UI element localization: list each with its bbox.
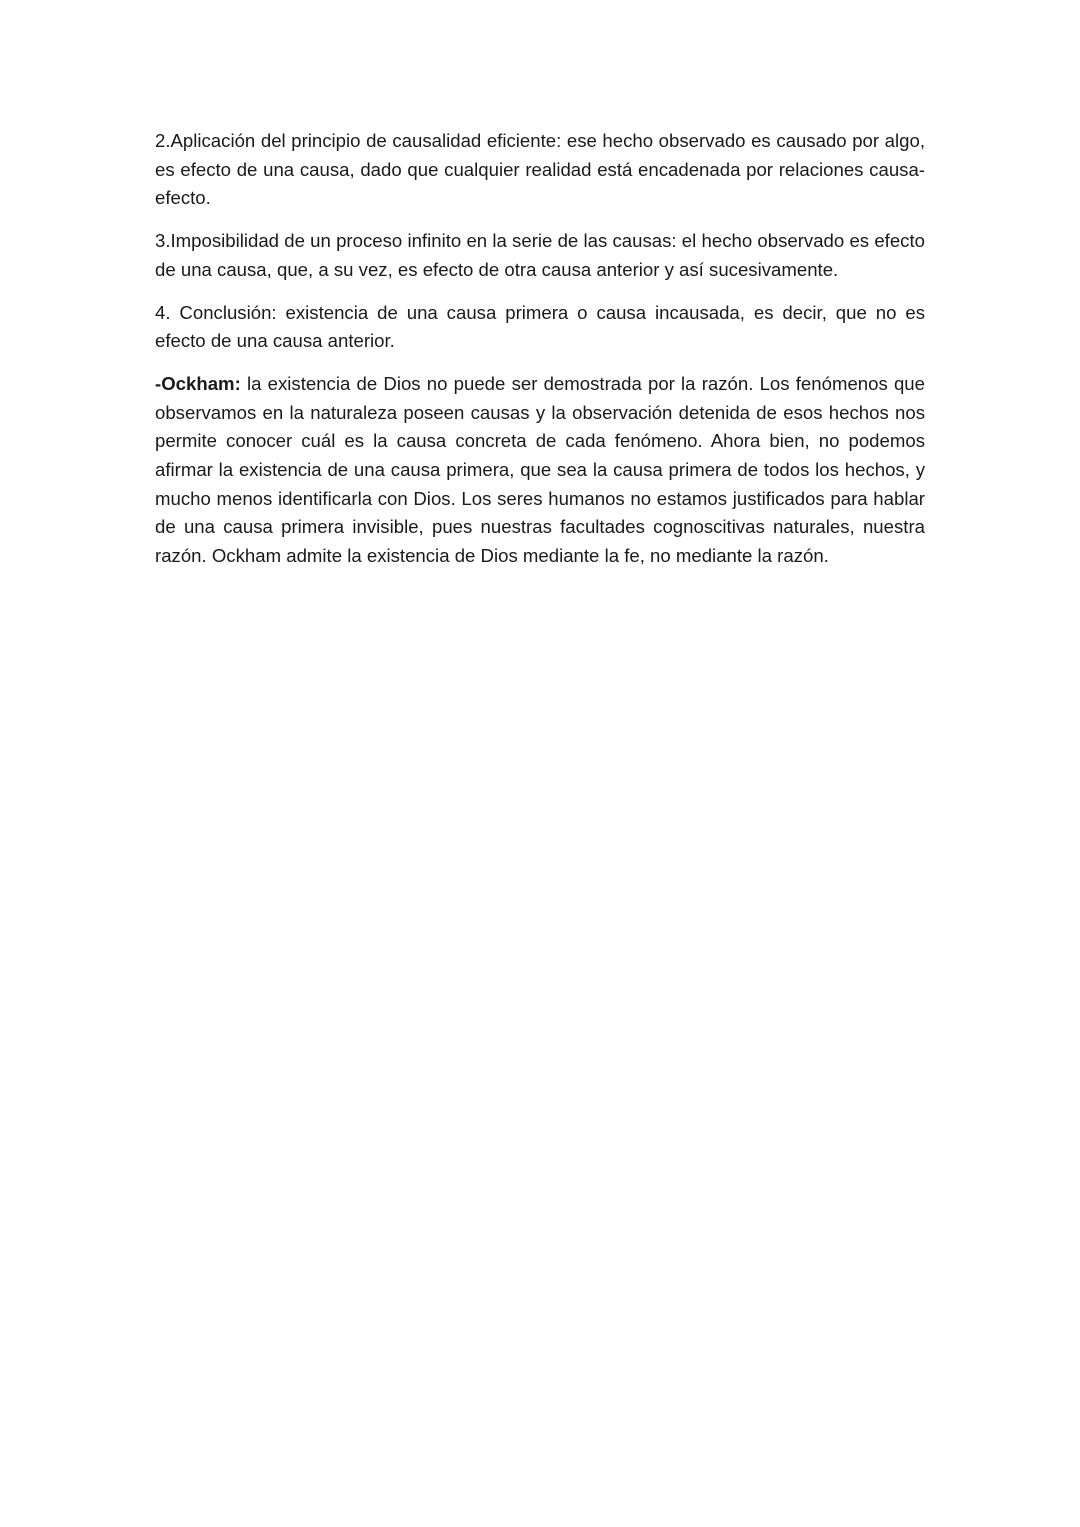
- ockham-heading: -Ockham:: [155, 372, 241, 394]
- document-body: [155, 127, 925, 585]
- ockham-text: la existencia de Dios no puede ser demostrada por la razón. Los fenómenos que observamos en la naturaleza poseen causas y la observación detenida de esos hechos nos permite conocer cuál es la causa concreta de cada fenómeno. Ahora bien, no podemos afirmar la existencia de una causa primera, que sea la causa primera de todos los hechos, y mucho menos identificarla con Dios. Los seres humanos no estamos justificados para hablar de una causa primera invisible, pues nuestras facultades cognoscitivas naturales, nuestra razón. Ockham admite la existencia de Dios mediante la fe, no mediante la razón.: [155, 372, 925, 567]
- paragraph-ockham: [155, 370, 925, 571]
- paragraph-imposibilidad-proceso: 3.Imposibilidad de un proceso infinito en la serie de las causas: el hecho observado es efecto de una causa, que, a su vez, es efecto de otra causa anterior y así sucesivamente.: [155, 230, 925, 280]
- paragraph-aplicacion-principio: 2.Aplicación del principio de causalidad eficiente: ese hecho observado es causado por algo, es efecto de una causa, dado que cualquier realidad está encadenada por relaciones causa-efecto.: [155, 130, 925, 209]
- paragraph-conclusion: 4. Conclusión: existencia de una causa primera o causa incausada, es decir, que no es efecto de una causa anterior.: [155, 301, 925, 352]
